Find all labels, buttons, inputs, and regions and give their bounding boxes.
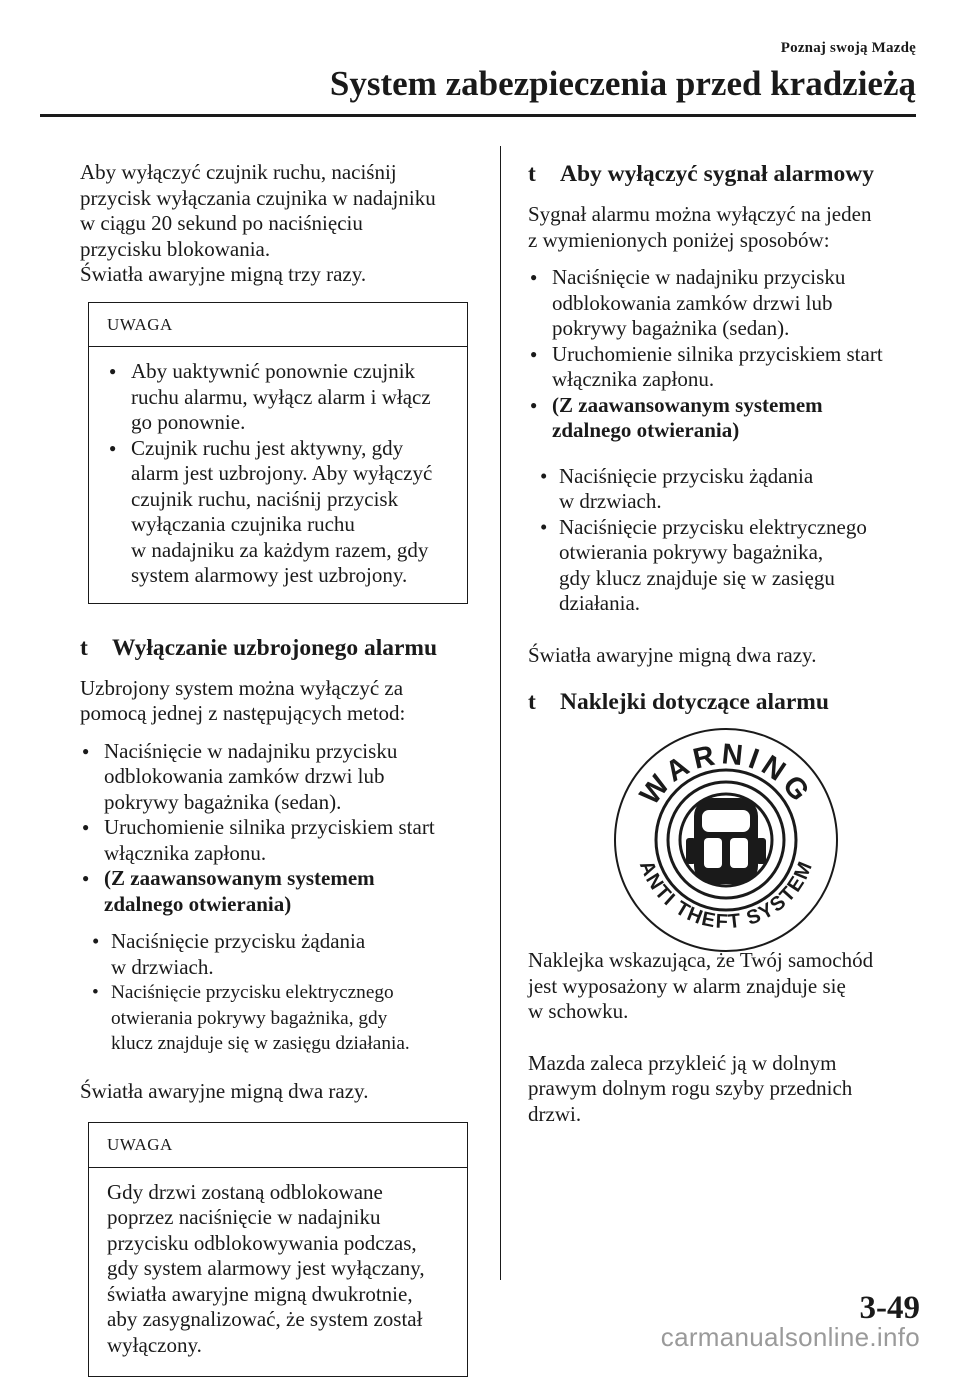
list-item [107,436,451,589]
sub-list-item [80,929,480,980]
text-line: drzwi. [528,1101,582,1126]
text-line: Sygnał alarmu można wyłączyć na jeden [528,202,872,226]
text-line: poprzez naciśnięcie w nadajniku [107,1205,381,1229]
text-line: odblokowania zamków drzwi lub [104,764,385,788]
section-heading [80,634,480,662]
text-line: w drzwiach. [111,954,214,979]
sticker-caption-block [528,948,923,1127]
text-line: zdalnego otwierania) [552,418,740,442]
text-line: ● Aby uaktywnić ponownie czujnik [131,359,416,383]
anti-theft-sticker [612,726,840,954]
text-line: ● Uruchomienie silnika przyciskiem start [552,341,883,366]
text-line: prawym dolnym rogu szyby przednich [528,1076,853,1100]
right-column [528,160,923,730]
text-line: otwierania pokrywy bagażnika, gdy [111,1007,388,1029]
sub-list-item [80,980,480,1057]
list-item [107,359,451,436]
note-heading: UWAGA [89,303,467,348]
text-line: zdalnego otwierania) [104,891,292,916]
car-icon [686,798,766,884]
text-line: go ponownie. [131,410,246,434]
text-line: z wymienionych poniżej sposobów: [528,227,830,252]
text-line: gdy system alarmowy jest wyłączany, [107,1256,425,1280]
text-line: w nadajniku za każdym razem, gdy [131,537,429,562]
sticker-top-text: WARNING [633,738,819,812]
text-line: Aby wyłączyć czujnik ruchu, naciśnij [80,160,397,184]
left-column [80,160,480,1377]
text-line: w ciągu 20 sekund po naciśnięciu [80,211,363,235]
text-line: • Naciśnięcie przycisku żądania [111,929,366,953]
section-heading [528,160,923,188]
note-box [88,1122,468,1377]
note-box [88,302,468,604]
text-line: ● Czujnik ruchu jest aktywny, gdy [131,435,404,460]
list-item [528,393,923,444]
list-item [80,866,480,917]
text-line: Światła awaryjne migną trzy razy. [80,262,367,286]
text-line: system alarmowy jest uzbrojony. [131,563,408,587]
section-marker: t [80,634,88,661]
list-item [80,815,480,866]
text-line: ● Naciśnięcie w nadajniku przycisku [104,738,398,763]
list-item [528,342,923,393]
note-body [89,347,467,603]
text-line: • Naciśnięcie przycisku elektrycznego [559,514,867,539]
text-line: Gdy drzwi zostaną odblokowane [107,1179,383,1204]
text-line: gdy klucz znajduje się w zasięgu [559,565,835,590]
section-heading-text: Wyłączanie uzbrojonego alarmu [112,634,438,661]
text-line: pomocą jednej z następujących metod: [80,701,406,725]
text-line: wyłączony. [107,1332,202,1357]
page-title: System zabezpieczenia przed kradzieżą [329,64,916,103]
sub-list-item [528,515,923,617]
sub-list-item [528,464,923,515]
text-line: czujnik ruchu, naciśnij przycisk [131,486,399,511]
text-line: przycisku odblokowywania podczas, [107,1230,417,1255]
text-line: włącznika zapłonu. [104,840,267,865]
text-line: Mazda zaleca przykleić ją w dolnym [528,1050,837,1075]
text-line: wyłączania czujnika ruchu [131,512,355,536]
section-heading [528,688,923,716]
text-line: przycisk wyłączania czujnika w nadajniku [80,185,436,210]
text-line: przycisku blokowania. [80,236,271,261]
text-line: ● (Z zaawansowanym systemem [104,866,375,890]
sticker-bottom-text: ANTI THEFT SYSTEM [634,857,818,934]
section-heading-text: Naklejki dotyczące alarmu [560,689,829,715]
list-item [528,265,923,342]
text-line: ● (Z zaawansowanym systemem [552,392,823,417]
text-line: światła awaryjne migną dwukrotnie, [107,1281,413,1306]
section-marker: t [528,689,536,715]
text-line: odblokowania zamków drzwi lub [552,290,833,315]
column-divider [500,146,501,1280]
text-line: aby zasygnalizować, że system został [107,1307,423,1331]
note-body [89,1168,467,1377]
text-line: ● Uruchomienie silnika przyciskiem start [104,815,435,839]
text-line: pokrywy bagażnika (sedan). [104,789,342,814]
watermark: carmanualsonline.info [660,1322,920,1352]
text-line: Naklejka wskazująca, że Twój samochód [528,948,874,972]
text-line: jest wyposażony w alarm znajduje się [528,973,846,998]
header-rule [40,114,916,117]
text-line: włącznika zapłonu. [552,367,715,391]
section-marker: t [528,161,536,187]
note-heading: UWAGA [89,1123,467,1168]
text-line: Światła awaryjne migną dwa razy. [528,642,817,667]
text-line: • Naciśnięcie przycisku elektrycznego [111,982,394,1003]
text-line: w schowku. [528,999,629,1023]
text-line: Światła awaryjne migną dwa razy. [80,1078,369,1103]
text-line: działania. [559,591,641,615]
intro-paragraph [80,160,480,288]
text-line: pokrywy bagażnika (sedan). [552,316,790,340]
section-label: Poznaj swoją Mazdę [780,40,916,56]
text-line: ruchu alarmu, wyłącz alarm i włącz [131,384,431,409]
list-item [80,739,480,816]
text-line: • Naciśnięcie przycisku żądania [559,463,814,488]
text-line: Uzbrojony system można wyłączyć za [80,675,404,700]
section-heading-text: Aby wyłączyć sygnał alarmowy [560,161,874,187]
text-line: alarm jest uzbrojony. Aby wyłączyć [131,461,433,485]
text-line: klucz znajduje się w zasięgu działania. [111,1033,410,1054]
text-line: otwierania pokrywy bagażnika, [559,540,824,564]
text-line: w drzwiach. [559,489,662,513]
text-line: ● Naciśnięcie w nadajniku przycisku [552,265,846,289]
page-number: 3-49 [859,1290,920,1326]
